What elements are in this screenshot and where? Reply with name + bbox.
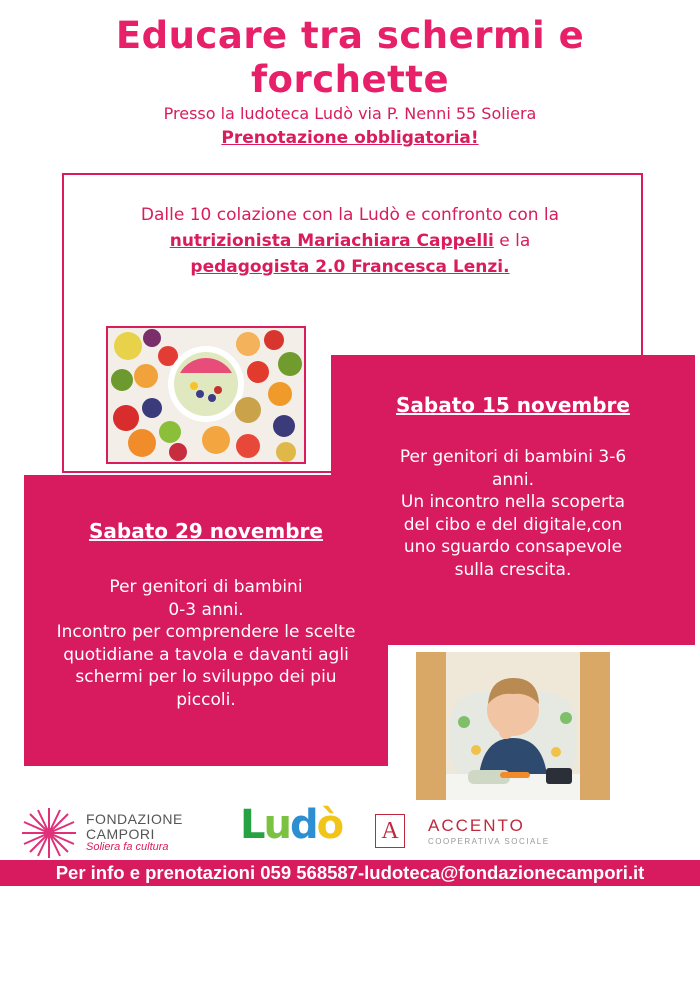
intro-line-3 [90,254,610,280]
event-29-line: piccoli. [176,689,236,710]
intro-text [90,202,610,280]
event-29-line: quotidiane a tavola e davanti agli [63,644,349,665]
event-29-description [24,576,388,711]
venue-text: Presso la ludoteca Ludò via P. Nenni 55 Soliera [163,104,537,123]
ludo-logo [240,802,342,848]
ludo-letter: L [240,802,264,848]
ludo-letter: d [289,802,317,848]
pedagogist-name: pedagogista 2.0 Francesca Lenzi. [190,257,510,277]
event-15-line: sulla crescita. [454,559,572,580]
booking-required: Prenotazione obbligatoria! [221,128,479,148]
intro-line-1: Dalle 10 colazione con la Ludò e confronto con la [140,205,560,225]
fondazione-name-line-1: FONDAZIONE [86,811,183,827]
intro-and: e la [493,231,531,251]
partner-logos [0,800,700,860]
fondazione-name-line-2: CAMPORI [86,826,155,842]
event-15-date: Sabato 15 novembre [396,393,630,417]
nutritionist-name: nutrizionista Mariachiara Cappelli [169,231,494,251]
accento-subtitle: COOPERATIVA SOCIALE [428,837,550,846]
intro-line-2 [90,228,610,254]
event-card-29-november [24,475,388,766]
ludo-letter: ò [316,802,343,848]
fondazione-campori-logo [18,806,80,864]
event-29-line: Incontro per comprendere le scelte [56,622,356,642]
accento-name: ACCENTO [428,816,525,835]
event-15-line: uno sguardo consapevole [403,537,623,557]
event-15-line: anni. [491,469,535,490]
footer-contact-bar: Per info e prenotazioni 059 568587-ludoteca@fondazionecampori.it [0,860,700,886]
title-line-2: forchette [250,58,450,101]
ludo-letter: u [263,802,290,848]
event-15-line: Per genitori di bambini 3-6 [399,447,627,467]
event-15-line: del cibo e del digitale,con [403,514,623,535]
fondazione-campori-name [86,812,183,842]
title-line-1: Educare tra schermi e [115,14,585,57]
event-29-line: 0-3 anni. [168,599,244,620]
child-eating-image [416,652,610,800]
event-29-line: Per genitori di bambini [109,577,303,597]
breakfast-food-image [106,326,306,464]
event-15-line: Un incontro nella scoperta [400,492,626,512]
event-29-line: schermi per lo sviluppo dei piu [75,667,337,687]
fondazione-tagline: Soliera fa cultura [86,841,169,853]
event-29-date: Sabato 29 novembre [89,519,323,543]
accento-logo-mark [375,814,405,848]
accento-letter: A [381,818,399,844]
